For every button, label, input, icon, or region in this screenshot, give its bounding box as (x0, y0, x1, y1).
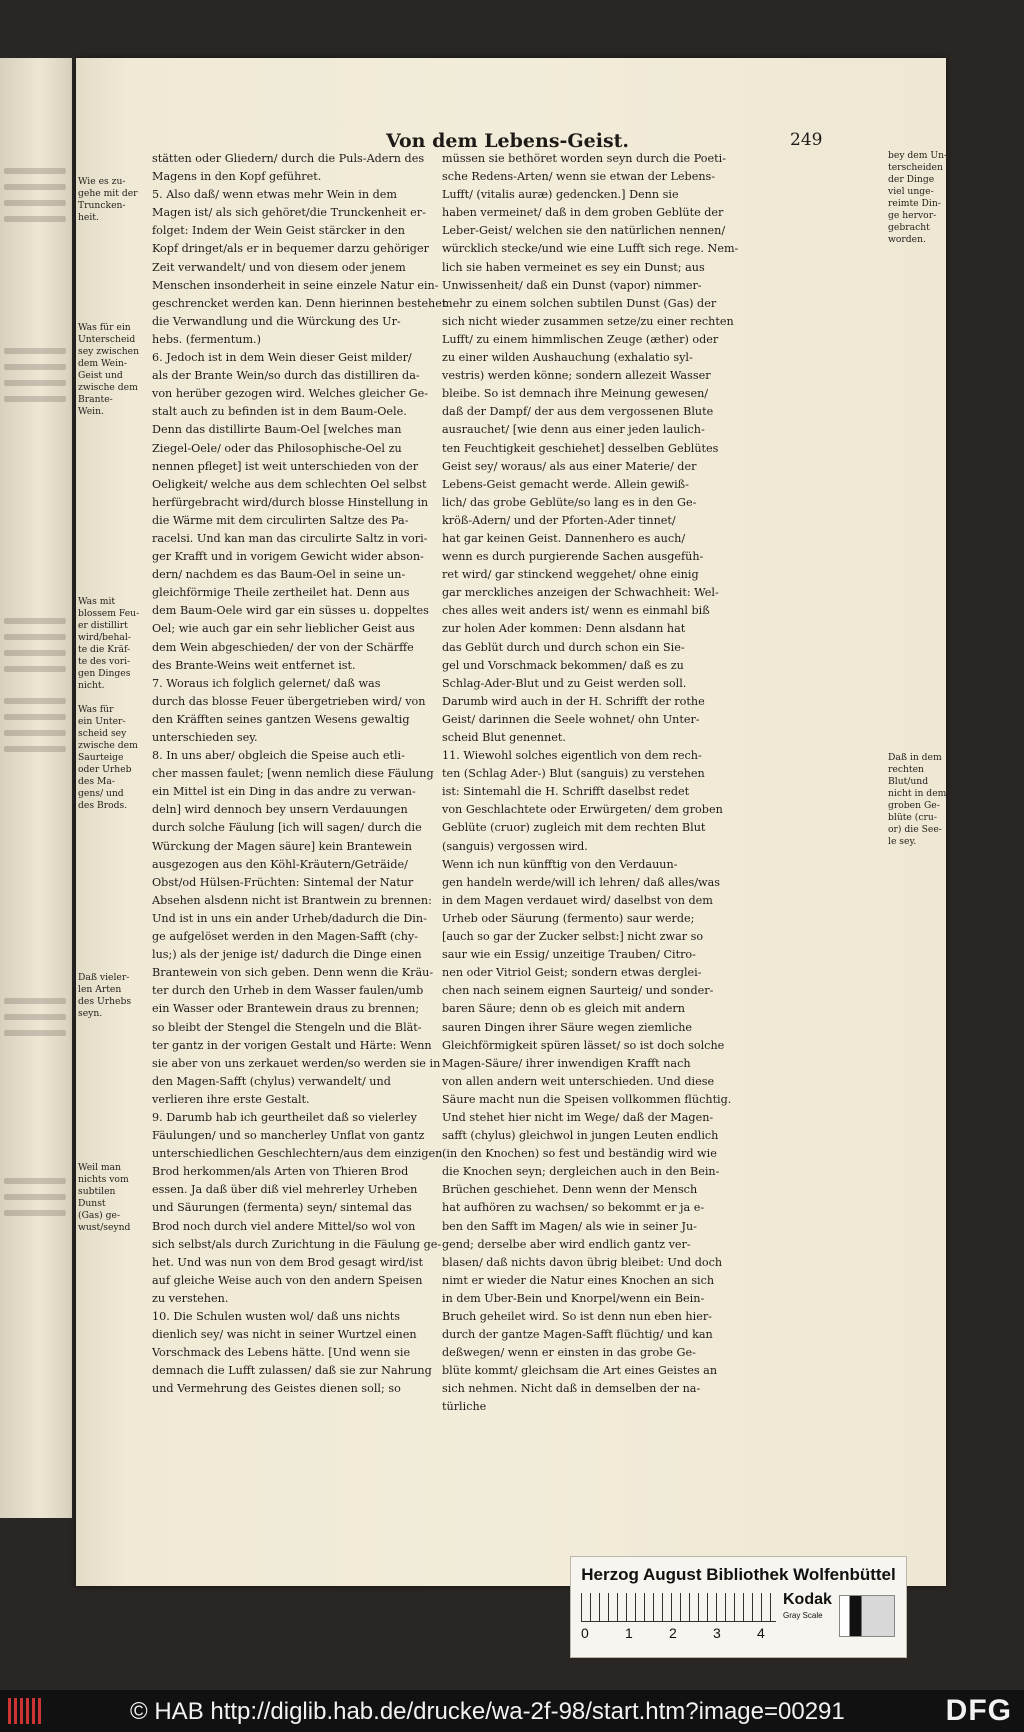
text-line: Und ist in uns ein ander Urheb/dadurch die Din- (152, 911, 427, 925)
text-line: Gleichförmigkeit spüren lässet/ so ist doch solche (442, 1038, 725, 1052)
text-line: ter gantz in der vorigen Gestalt und Härte: Wenn (152, 1038, 432, 1052)
text-line: blasen/ daß nichts davon übrig bleibet: Und doch (442, 1255, 723, 1269)
measure-scale (581, 1593, 776, 1622)
text-line: 5. Also daß/ wenn etwas mehr Wein in dem (152, 188, 397, 202)
footer-bar (0, 1690, 1024, 1732)
text-line: Unwissenheit/ daß ein Dunst (vapor) nimmer- (442, 278, 702, 292)
text-line: ben den Safft im Magen/ als wie in seiner Ju- (442, 1219, 697, 1233)
text-line: Lebens-Geist gemacht werde. Allein gewiß- (442, 477, 689, 491)
text-line: nimt er wieder die Natur eines Knochen an sich (442, 1273, 715, 1287)
text-line: die Verwandlung und die Würckung des Ur- (152, 314, 401, 328)
text-line: het. Und was nun von dem Brod gesagt wird/ist (152, 1255, 423, 1269)
text-line: dern/ nachdem es das Baum-Oel in seine un- (152, 568, 406, 582)
text-line: gar merckliches anzeigen der Schwachheit: Wel- (442, 586, 719, 600)
text-line: den Kräfften seines gantzen Wesens gewaltig (152, 712, 410, 726)
text-line: ausgezogen aus den Köhl-Kräutern/Geträide/ (152, 857, 408, 871)
text-line: des Brante-Weins weit entfernet ist. (152, 658, 356, 672)
text-line: sich nicht wieder zusammen setze/zu einer rechten (442, 314, 734, 328)
gray-swatch (839, 1595, 895, 1637)
text-line: und Säurungen (fermenta) seyn/ sintemal das (152, 1201, 412, 1215)
page-number: 249 (790, 130, 823, 150)
text-line: gen handeln werde/will ich lehren/ daß alles/was (442, 875, 721, 889)
text-line: dienlich sey/ was nicht in seiner Wurtzel einen (152, 1328, 417, 1342)
text-line: ein Wasser oder Brantewein draus zu brennen; (152, 1002, 420, 1016)
text-line: Fäulungen/ und so mancherley Unflat von gantz (152, 1129, 425, 1143)
text-line: hat aufhören zu wachsen/ so bekommt er ja e- (442, 1201, 705, 1215)
text-line: Wenn ich nun künfftig von den Verdauun- (442, 857, 678, 871)
text-line: cher massen faulet; [wenn nemlich diese Fäulung (152, 767, 434, 781)
text-line: Darumb wird auch in der H. Schrifft der rothe (442, 694, 705, 708)
text-line: ger Krafft und in vorigem Gewicht wider abson- (152, 550, 424, 564)
text-line: lich sie haben vermeinet es sey ein Dunst; aus (442, 260, 705, 274)
text-line: Geist/ darinnen die Seele wohnet/ ohn Unter- (442, 712, 700, 726)
gray-scale-label: Gray Scale (783, 1611, 823, 1620)
text-line: von Geschlachtete oder Erwürgeten/ dem groben (442, 803, 723, 817)
margin-note-right: Daß in dem rechten Blut/und nicht in dem groben Ge- blüte (cru- or) die See- le sey. (888, 752, 947, 847)
text-line: den Magen-Safft (chylus) verwandelt/ und (152, 1074, 391, 1088)
text-line: hebs. (fermentum.) (152, 332, 261, 346)
text-line: stalt auch zu befinden ist in dem Baum-Oele. (152, 405, 407, 419)
text-line: demnach die Lufft zulassen/ daß sie zur Nahrung (152, 1364, 432, 1378)
text-line: 9. Darumb hab ich geurtheilet daß so vielerley (152, 1110, 417, 1124)
text-line: dem Baum-Oele wird gar ein süsses u. doppeltes (152, 604, 429, 618)
text-line: als der Brante Wein/so durch das distilliren da- (152, 369, 420, 383)
text-line: ter durch den Urheb in dem Wasser faulen/umb (152, 984, 424, 998)
text-line: sich nehmen. Nicht daß in demselben der na- (442, 1382, 701, 1396)
text-line: von allen andern weit unterschieden. Und diese (442, 1074, 715, 1088)
text-line: nennen pfleget] ist weit unterschieden von der (152, 459, 419, 473)
text-line: Urheb oder Säurung (fermento) saur werde; (442, 911, 695, 925)
adjacent-page-edge (0, 58, 72, 1518)
text-line: Würckung der Magen säure] kein Brantewein (152, 839, 412, 853)
text-line: Geist sey/ woraus/ als aus einer Materie/ der (442, 459, 697, 473)
text-line: Magen-Säure/ ihrer inwendigen Krafft nach (442, 1056, 691, 1070)
text-line: die Wärme mit dem circulirten Saltze des Pa- (152, 513, 409, 527)
text-line: durch der gantze Magen-Safft flüchtig/ und kan (442, 1328, 713, 1342)
text-line: Leber-Geist/ welchen sie den natürlichen nennen/ (442, 224, 726, 238)
text-line: scheid Blut genennet. (442, 731, 566, 744)
text-line: Denn das distillirte Baum-Oel [welches man (152, 423, 402, 437)
text-line: Ziegel-Oele/ oder das Philosophische-Oel zu (152, 441, 402, 455)
text-line: auf gleiche Weise auch von den andern Speisen (152, 1273, 423, 1287)
scale-number: 4 (757, 1625, 765, 1641)
margin-note-left: Was mit blossem Feu- er distillirt wird/behal- te die Kräf- te des vori- gen Dinges nicht. (78, 596, 140, 691)
dfg-logo: DFG (945, 1694, 1012, 1727)
margin-note-left: Was für ein Unter- scheid sey zwische dem Saurteige oder Urheb des Ma- gens/ und des Brods. (78, 704, 138, 811)
text-line: kröß-Adern/ und der Pforten-Ader tinnet/ (442, 513, 676, 527)
text-line: ge aufgelöset werden in den Magen-Safft (chy- (152, 930, 418, 944)
text-line: verlieren ihre erste Gestalt. (152, 1092, 310, 1106)
text-line: bleibe. So ist demnach ihre Meinung gewesen/ (442, 387, 709, 401)
text-line: baren Säure; denn ob es gleich mit andern (442, 1002, 685, 1016)
text-line: ausrauchet/ [wie denn aus einer jeden laulich- (442, 423, 705, 437)
text-line: ten (Schlag Ader-) Blut (sanguis) zu verstehen (442, 767, 705, 781)
text-line: Magens in den Kopf geführet. (152, 170, 322, 184)
margin-note-left: Daß vieler- len Arten des Urhebs seyn. (78, 972, 132, 1019)
text-line: blüte kommt/ gleichsam die Art eines Geistes an (442, 1364, 718, 1378)
scale-numbers (581, 1625, 781, 1641)
text-line: durch solche Fäulung [ich will sagen/ durch die (152, 821, 422, 835)
text-line: Zeit verwandelt/ und von diesem oder jenem (152, 260, 406, 274)
text-line: Brantewein von sich geben. Denn wenn die Kräu- (152, 966, 434, 980)
text-line: in dem Uber-Bein und Knorpel/wenn ein Bein- (442, 1291, 705, 1305)
running-head: Von dem Lebens-Geist. (386, 130, 630, 152)
text-line: saur wie ein Essig/ unzeitige Trauben/ Citro- (442, 948, 696, 962)
text-line: 6. Jedoch ist in dem Wein dieser Geist milder/ (152, 351, 412, 365)
text-line: lus;) als der jenige ist/ dadurch die Dinge einen (152, 948, 422, 962)
text-line: Oel; wie auch gar ein sehr lieblicher Geist aus (152, 622, 415, 636)
margin-note-right: bey dem Un- terscheiden der Dinge viel unge- reimte Din- ge hervor- gebracht worden. (888, 150, 948, 245)
text-line: 11. Wiewohl solches eigentlich von dem rech- (442, 749, 702, 763)
scale-number: 1 (625, 1625, 633, 1641)
text-line: sie aber von uns zerkauet werden/so werden sie in (152, 1056, 441, 1070)
text-line: herfürgebracht wird/durch blosse Hinstellung in (152, 495, 429, 509)
text-line: ein Mittel ist ein Ding in das andre zu verwan- (152, 785, 416, 799)
text-line: Bruch geheilet wird. So ist denn nun eben hier- (442, 1310, 712, 1323)
text-line: safft (chylus) gleichwol in jungen Leuten endlich (442, 1129, 719, 1143)
text-line: Geblüte (cruor) zugleich mit dem rechten Blut (442, 821, 706, 835)
text-line: die Knochen seyn; dergleichen auch in den Bein- (442, 1165, 720, 1179)
text-line: gel und Vorschmack bekommen/ daß es zu (442, 658, 684, 672)
text-line: sche Redens-Arten/ wenn sie etwan der Lebens- (442, 170, 716, 184)
text-line: [auch so gar der Zucker selbst:] nicht zwar so (442, 930, 704, 944)
margin-note-left: Wie es zu- gehe mit der Truncken- heit. (78, 176, 138, 223)
text-line: Magen ist/ als sich gehöret/die Trunckenheit er- (152, 206, 426, 220)
scale-number: 2 (669, 1625, 677, 1641)
text-line: Lufft/ zu einem himmlischen Zeuge (æther) oder (442, 332, 719, 346)
text-line: müssen sie bethöret worden seyn durch die Poeti- (442, 152, 727, 165)
text-line: würcklich stecke/und wie eine Lufft sich rege. Nem- (442, 242, 739, 256)
text-line: von herüber gezogen wird. Welches gleicher Ge- (152, 387, 429, 401)
text-line: unterschieden sey. (152, 731, 258, 744)
text-line: geschrencket werden kan. Denn hierinnen bestehet (152, 296, 447, 310)
right-text-column (442, 150, 812, 1417)
text-line: ten Feuchtigkeit geschiehet] desselben Geblütes (442, 441, 719, 455)
text-line: Säure macht nun die Speisen vollkommen flüchtig. (442, 1092, 732, 1106)
text-line: ches alles weit anders ist/ wenn es einmahl biß (442, 604, 710, 618)
text-line: in dem Magen verdauet wird/ daselbst von dem (442, 893, 713, 907)
text-line: ret wird/ gar stinckend weggehet/ ohne einig (442, 568, 699, 582)
text-line: (sanguis) vergossen wird. (442, 839, 588, 853)
text-line: türliche (442, 1400, 487, 1414)
text-line: zur holen Ader kommen: Denn alsdann hat (442, 622, 686, 636)
text-line: sich selbst/als durch Zurichtung in die Fäulung ge- (152, 1237, 442, 1251)
kodak-logo: Kodak (783, 1591, 832, 1608)
hab-logo-icon (8, 1698, 42, 1724)
scale-number: 0 (581, 1625, 589, 1641)
text-line: Menschen insonderheit in seine einzele Natur ein- (152, 278, 439, 292)
text-line: sauren Dingen ihrer Säure wegen ziemliche (442, 1020, 693, 1034)
text-line: Absehen alsdenn nicht ist Brantwein zu brennen: (152, 893, 432, 907)
text-line: Brüchen geschiehet. Denn wenn der Mensch (442, 1183, 698, 1197)
text-line: gend; derselbe aber wird endlich gantz ver- (442, 1237, 691, 1251)
text-line: vestris) werden könne; sondern allezeit Wasser (442, 369, 711, 383)
text-line: Lufft/ (vitalis auræ) gedencken.] Denn sie (442, 188, 679, 202)
text-line: daß der Dampf/ der aus dem vergossenen Blute (442, 405, 714, 419)
text-line: haben vermeinet/ daß in dem groben Geblüte der (442, 206, 724, 220)
text-line: zu einer wilden Aushauchung (exhalatio syl- (442, 351, 693, 365)
text-line: ist: Sintemahl die H. Schrifft daselbst redet (442, 785, 690, 799)
library-name: Herzog August Bibliothek Wolfenbüttel (581, 1565, 896, 1584)
book-page (76, 58, 946, 1586)
text-line: wenn es durch purgierende Sachen ausgefüh- (442, 550, 704, 564)
text-line: Brod herkommen/als Arten von Thieren Brod (152, 1165, 409, 1179)
text-line: das Geblüt durch und durch schon ein Sie- (442, 640, 685, 654)
text-line: essen. Ja daß über diß viel mehrerley Urheben (152, 1183, 418, 1197)
text-line: racelsi. Und kan man das circulirte Saltz in vori- (152, 531, 428, 545)
text-line: deßwegen/ wenn er einsten in das grobe Ge- (442, 1346, 696, 1360)
text-line: Obst/od Hülsen-Früchten: Sintemal der Natur (152, 875, 414, 889)
text-line: nen oder Vitriol Geist; sondern etwas derglei- (442, 966, 702, 980)
text-line: dem Wein abgeschieden/ der von der Schärffe (152, 640, 414, 654)
library-color-tag (570, 1556, 907, 1658)
text-line: Schlag-Ader-Blut und zu Geist werden soll. (442, 676, 687, 690)
margin-note-left: Was für ein Unterscheid sey zwischen dem Wein- Geist und zwische dem Brante- Wein. (78, 322, 140, 417)
text-line: stätten oder Gliedern/ durch die Puls-Adern des (152, 152, 425, 165)
text-line: (in den Knochen) so fest und beständig wird wie (442, 1147, 717, 1161)
text-line: Vorschmack des Lebens hätte. [Und wenn sie (152, 1346, 411, 1360)
text-line: folget: Indem der Wein Geist stärcker in den (152, 224, 405, 238)
text-line: Brod noch durch viel andere Mittel/so wol von (152, 1219, 416, 1233)
text-line: gleichförmige Theile zertheilet hat. Denn aus (152, 586, 410, 600)
text-line: Kopf dringet/als er in bequemer darzu gehöriger (152, 242, 429, 256)
text-line: unterschiedlichen Geschlechtern/aus dem einzigen (152, 1147, 443, 1161)
text-line: und Vermehrung des Geistes dienen soll; so (152, 1382, 401, 1396)
text-line: 10. Die Schulen wusten wol/ daß uns nichts (152, 1310, 401, 1323)
copyright-link[interactable]: © HAB http://diglib.hab.de/drucke/wa-2f-98/start.htm?image=00291 (130, 1698, 845, 1725)
text-line: Und stehet hier nicht im Wege/ daß der Magen- (442, 1110, 714, 1124)
scale-number: 3 (713, 1625, 721, 1641)
text-line: mehr zu einem solchen subtilen Dunst (Gas) der (442, 296, 717, 310)
text-line: durch das blosse Feuer übergetrieben wird/ von (152, 694, 426, 708)
margin-note-left: Weil man nichts vom subtilen Dunst (Gas) ge- wust/seynd (78, 1162, 131, 1233)
text-line: chen nach seinem eignen Saurteig/ und sonder- (442, 984, 714, 998)
text-line: hat gar keinen Geist. Dannenhero es auch/ (442, 531, 686, 545)
text-line: 7. Woraus ich folglich gelernet/ daß was (152, 676, 381, 690)
text-line: deln] wird dennoch bey unsern Verdauungen (152, 803, 408, 817)
text-line: so bleibt der Stengel die Stengeln und die Blät- (152, 1020, 422, 1034)
text-line: lich/ das grobe Geblüte/so lang es in den Ge- (442, 495, 697, 509)
text-line: 8. In uns aber/ obgleich die Speise auch etli- (152, 749, 405, 763)
text-line: Oeligkeit/ welche aus dem schlechten Oel selbst (152, 477, 427, 491)
text-line: zu verstehen. (152, 1291, 229, 1305)
